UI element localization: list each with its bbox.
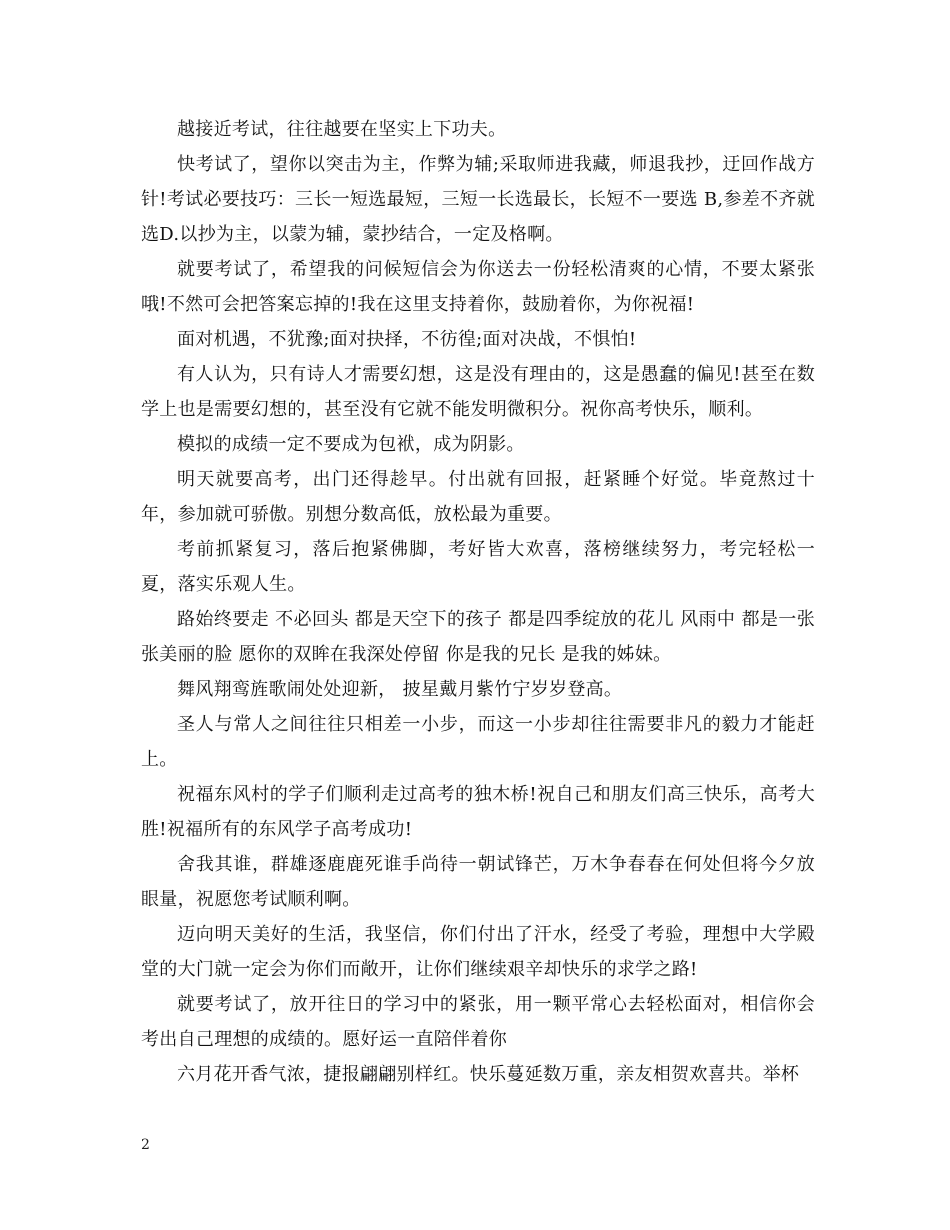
paragraph: 路始终要走 不必回头 都是天空下的孩子 都是四季绽放的花儿 风雨中 都是一张张美丽的脸 愿你的双眸在我深处停留 你是我的兄长 是我的姊妹。 [141,609,815,665]
paragraph: 明天就要高考，出门还得趁早。付出就有回报，赶紧睡个好觉。毕竟熬过十年，参加就可骄傲。别想分数高低，放松最为重要。 [141,469,815,525]
paragraph: 快考试了，望你以突击为主，作弊为辅;采取师进我藏，师退我抄，迂回作战方针!考试必要技巧：三长一短选最短，三短一长选最长，长短不一要选 B,参差不齐就选D.以抄为主，以蒙为辅，蒙抄结合，一定及格啊。 [141,154,815,245]
paragraph: 迈向明天美好的生活，我坚信，你们付出了汗水，经受了考验，理想中大学殿堂的大门就一定会为你们而敞开，让你们继续艰辛却快乐的求学之路! [141,924,815,980]
page-number: 2 [141,1137,150,1153]
document-body [141,112,815,1092]
paragraph: 祝福东风村的学子们顺利走过高考的独木桥!祝自己和朋友们高三快乐，高考大胜!祝福所有的东风学子高考成功! [141,784,815,840]
paragraph: 圣人与常人之间往往只相差一小步，而这一小步却往往需要非凡的毅力才能赶上。 [141,714,815,770]
paragraph: 舞风翔鸾旌歌闹处处迎新， 披星戴月紫竹宁岁岁登高。 [177,679,623,700]
paragraph: 舍我其谁，群雄逐鹿鹿死谁手尚待一朝试锋芒，万木争春春在何处但将今夕放眼量，祝愿您考试顺利啊。 [141,854,815,910]
paragraph: 就要考试了，放开往日的学习中的紧张，用一颗平常心去轻松面对，相信你会考出自己理想的成绩的。愿好运一直陪伴着你 [141,994,815,1050]
paragraph: 就要考试了，希望我的问候短信会为你送去一份轻松清爽的心情，不要太紧张哦!不然可会把答案忘掉的!我在这里支持着你，鼓励着你，为你祝福! [141,259,815,315]
paragraph: 六月花开香气浓，捷报翩翩别样红。快乐蔓延数万重，亲友相贺欢喜共。举杯 [177,1064,800,1085]
paragraph: 越接近考试，往往越要在坚实上下功夫。 [177,119,507,140]
paragraph: 模拟的成绩一定不要成为包袱，成为阴影。 [177,434,525,455]
paragraph: 面对机遇，不犹豫;面对抉择，不彷徨;面对决战，不惧怕! [177,329,637,350]
paragraph: 考前抓紧复习，落后抱紧佛脚，考好皆大欢喜，落榜继续努力，考完轻松一夏，落实乐观人生。 [141,539,815,595]
paragraph: 有人认为，只有诗人才需要幻想，这是没有理由的，这是愚蠢的偏见!甚至在数学上也是需要幻想的，甚至没有它就不能发明微积分。祝你高考快乐，顺利。 [141,364,815,420]
